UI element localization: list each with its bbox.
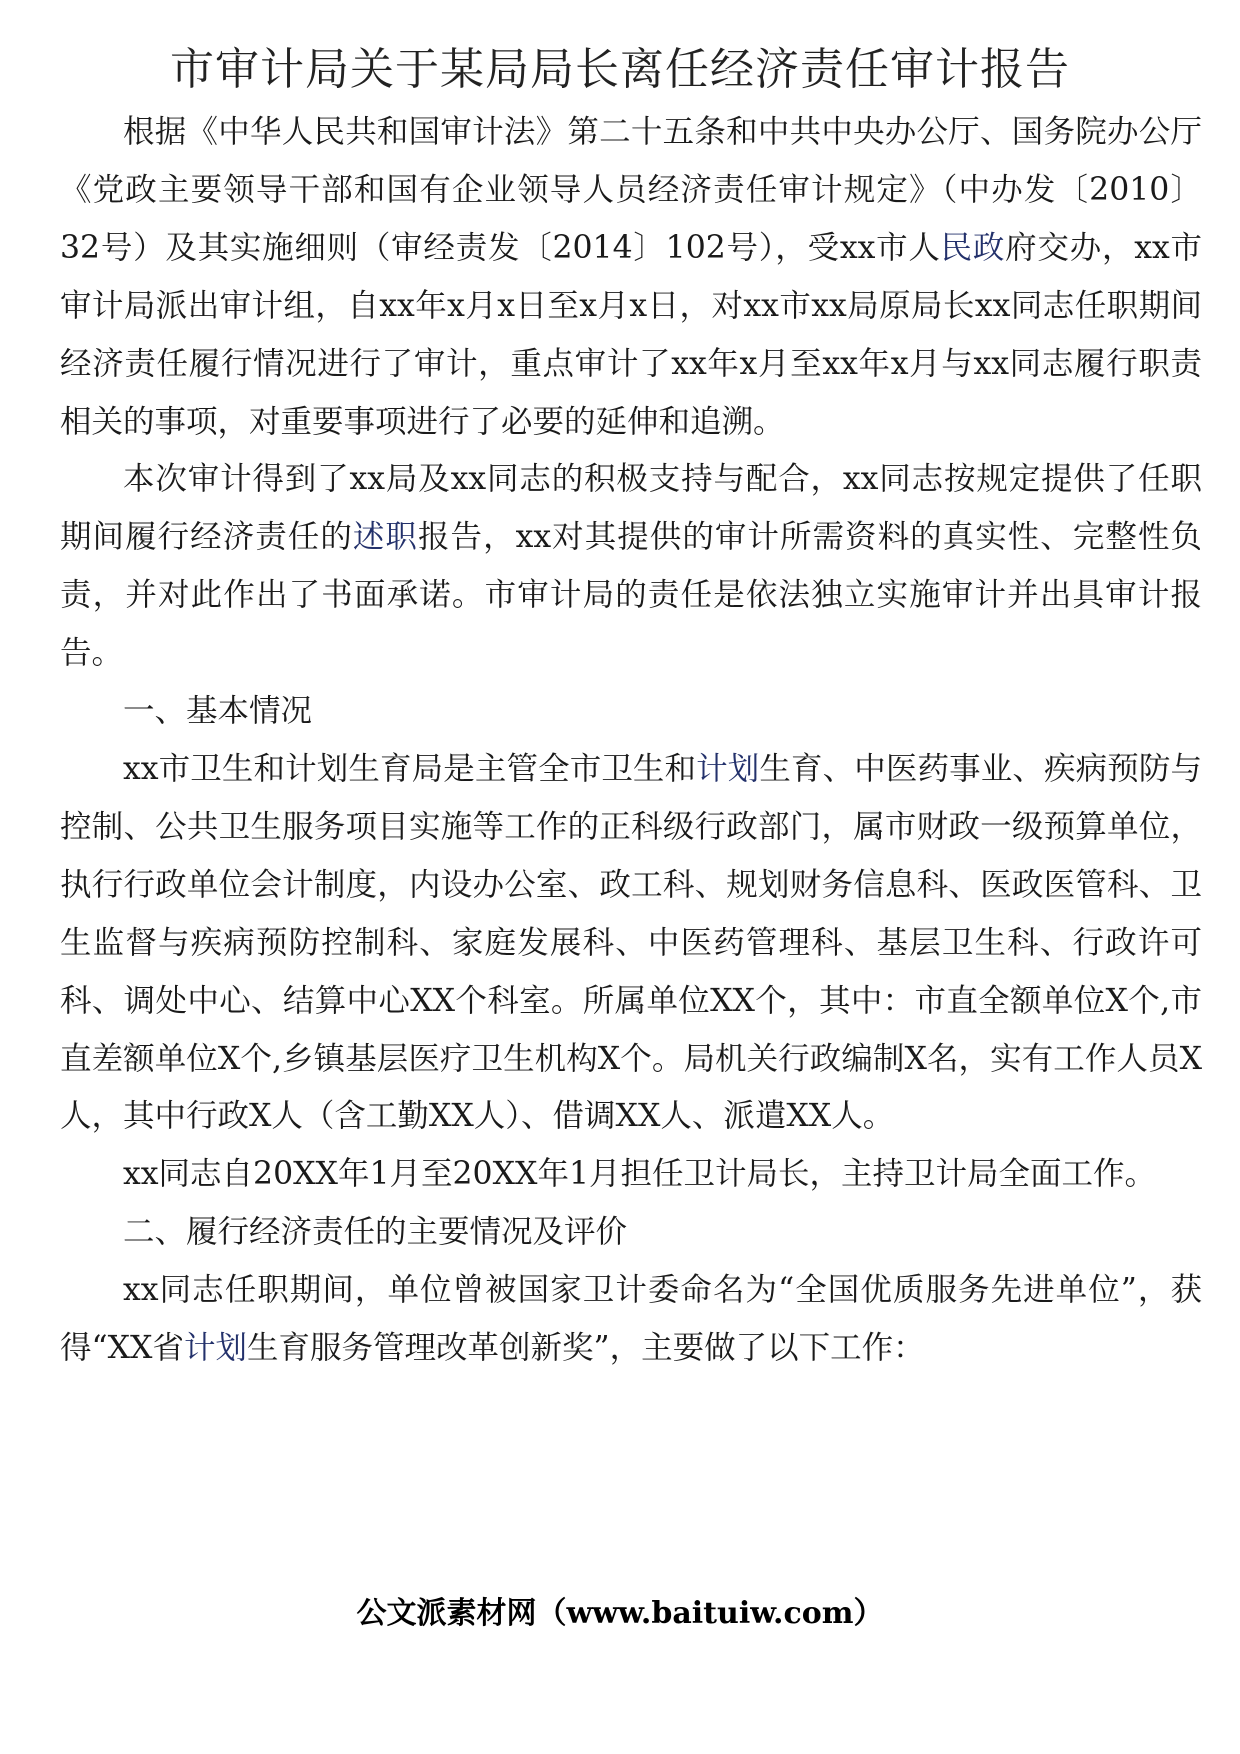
paragraph-bureau-overview-text-b: 生育、中医药事业、疾病预防与控制、公共卫生服务项目实施等工作的正科级行政部门，属市财政一级预算单位，执行行政单位会计制度，内设办公室、政工科、规划财务信息科、医政医管科、卫生监督与疾病预防控制科、家庭发展科、中医药管理科、基层卫生科、行政许可科、调处中心、结算中心XX个科室。所属单位XX个，其中：市直全额单位X个,市直差额单位X个,乡镇基层医疗卫生机构X个。局机关行政编制X名，实有工作人员X人，其中行政X人（含工勤XX人）、借调XX人、派遣XX人。 bbox=[60, 750, 1202, 1135]
footer-source: 公文派素材网（www.baituiw.com） bbox=[356, 1596, 884, 1631]
paragraph-intro-text-a: 根据《中华人民共和国审计法》第二十五条和中共中央办公厅、国务院办公厅《党政主要领导干部和国有企业领导人员经济责任审计规定》（中办发〔2010〕32号）及其实施细则（审经责发〔2014〕102号），受xx市人 bbox=[60, 114, 1202, 266]
section-heading-responsibility: 二、履行经济责任的主要情况及评价 bbox=[123, 1214, 628, 1251]
paragraph-intro-link: 民政 bbox=[940, 229, 1006, 266]
paragraph-achievements-link: 计划 bbox=[183, 1330, 247, 1367]
paragraph-cooperation-text-a: 本次审计得到了xx局及xx同志的积极支持与配合，xx同志按规定提供了任职期间履行经济责任的 bbox=[60, 461, 1202, 556]
paragraph-achievements-text-a: xx同志任职期间，单位曾被国家卫计委命名为“全国优质服务先进单位”，获得“XX省 bbox=[60, 1272, 1202, 1367]
document-body bbox=[60, 104, 1202, 1378]
document-title: 市审计局关于某局局长离任经济责任审计报告 bbox=[170, 44, 1070, 95]
section-heading-basic-info: 一、基本情况 bbox=[123, 693, 313, 730]
paragraph-tenure: xx同志自20XX年1月至20XX年1月担任卫计局长，主持卫计局全面工作。 bbox=[123, 1156, 1156, 1193]
paragraph-cooperation-text-b: 报告，xx对其提供的审计所需资料的真实性、完整性负责，并对此作出了书面承诺。市审计局的责任是依法独立实施审计并出具审计报告。 bbox=[60, 519, 1202, 672]
paragraph-intro bbox=[60, 104, 1202, 451]
paragraph-cooperation bbox=[60, 451, 1202, 683]
paragraph-bureau-overview-link: 计划 bbox=[696, 750, 760, 787]
paragraph-cooperation-link: 述职 bbox=[352, 519, 418, 556]
paragraph-achievements-text-b: 生育服务管理改革创新奖”，主要做了以下工作： bbox=[246, 1330, 925, 1367]
paragraph-bureau-overview-text-a: xx市卫生和计划生育局是主管全市卫生和 bbox=[123, 750, 697, 787]
paragraph-intro-text-b: 府交办，xx市审计局派出审计组，自xx年x月x日至x月x日，对xx市xx局原局长xx同志任职期间经济责任履行情况进行了审计，重点审计了xx年x月至xx年x月与xx同志履行职责相关的事项，对重要事项进行了必要的延伸和追溯。 bbox=[60, 229, 1202, 440]
paragraph-achievements bbox=[60, 1262, 1202, 1378]
paragraph-bureau-overview bbox=[60, 741, 1202, 1146]
